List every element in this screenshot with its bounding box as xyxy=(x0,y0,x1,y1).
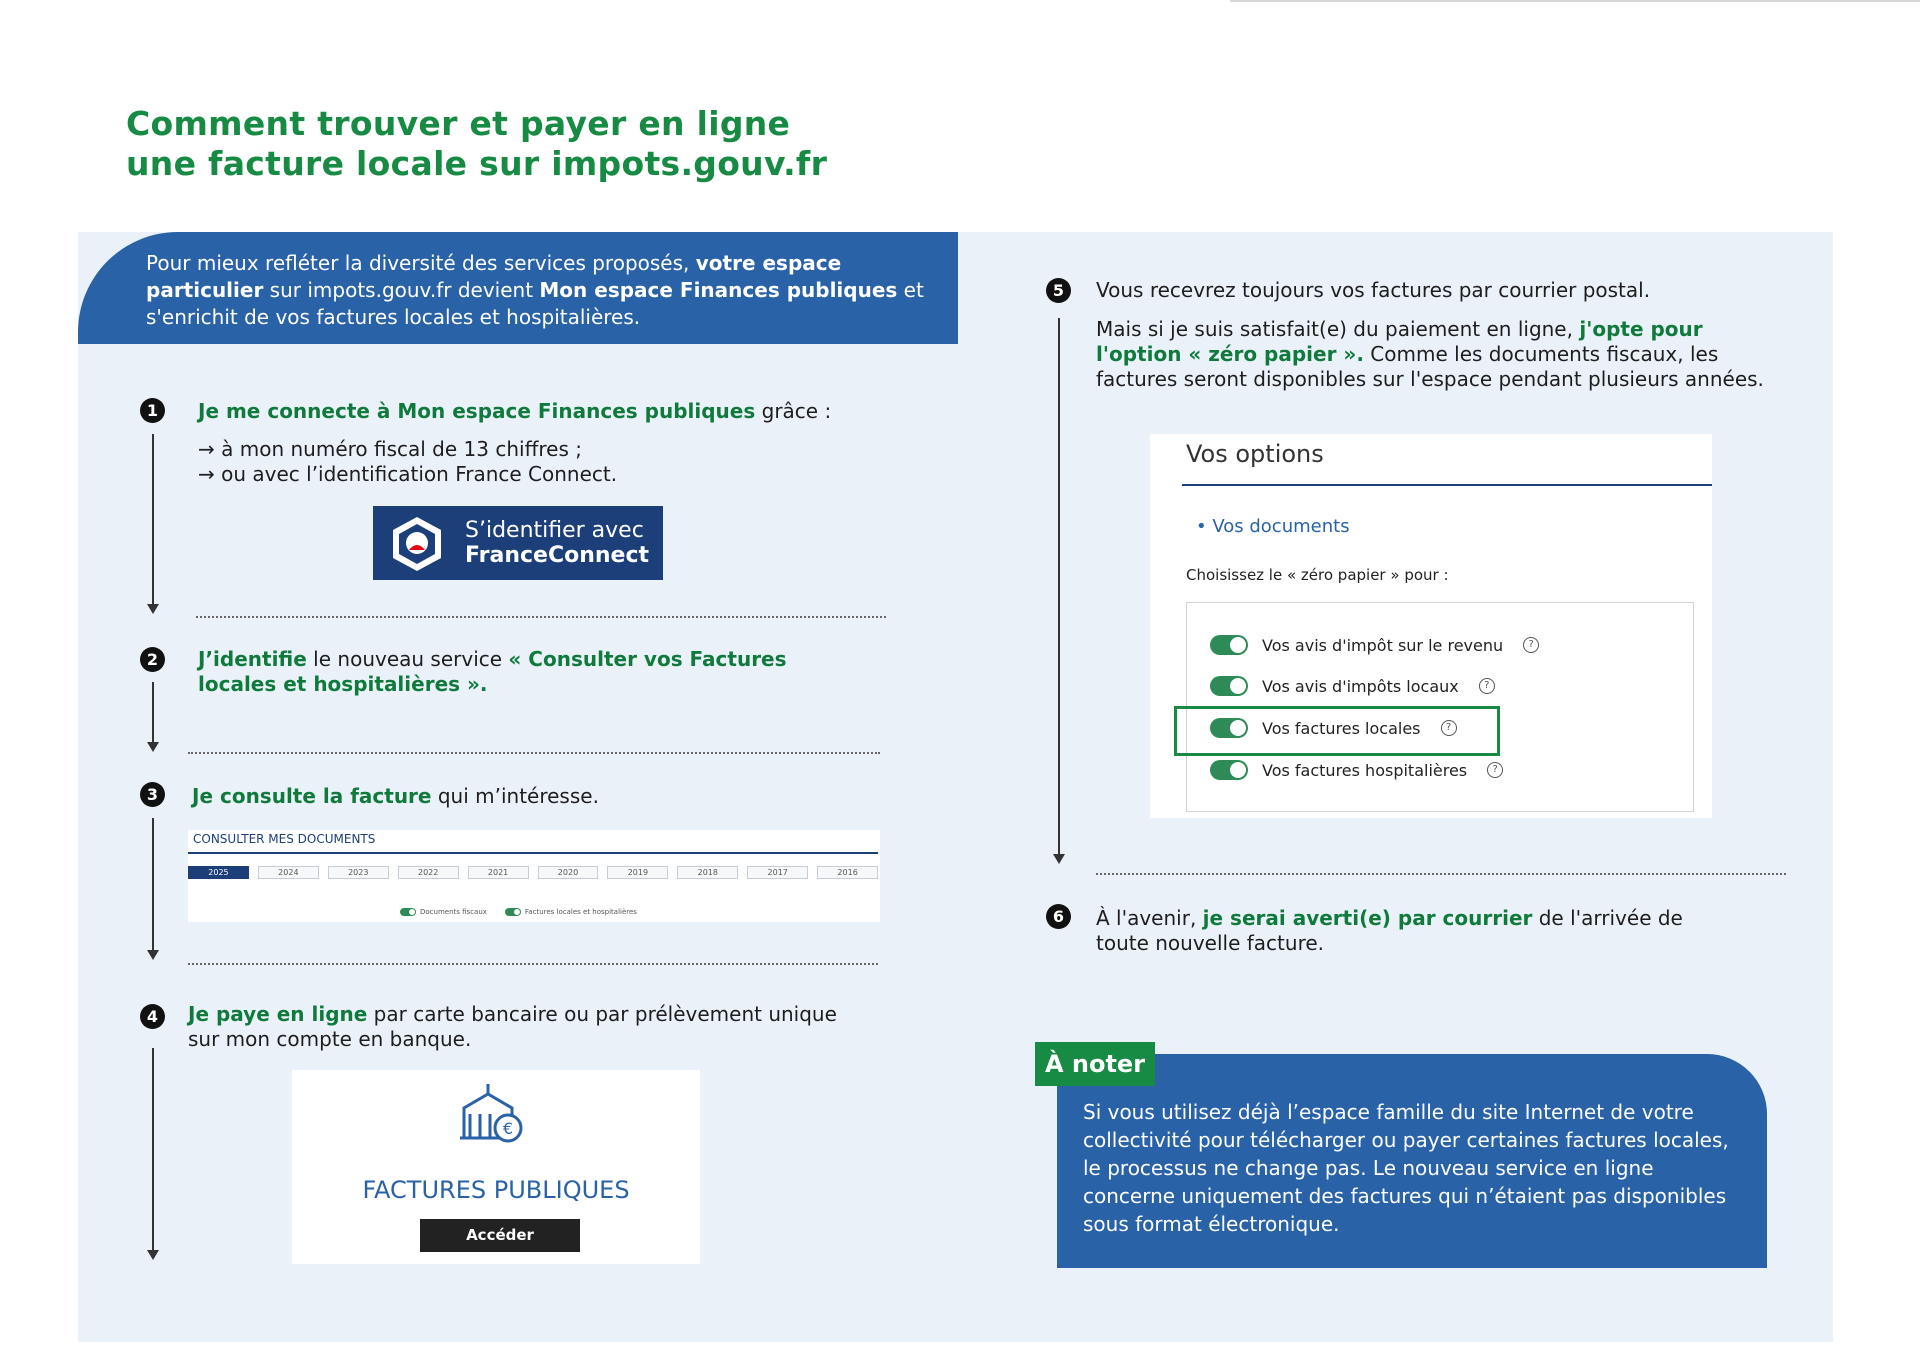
option-factures-hospitalieres-label: Vos factures hospitalières xyxy=(1262,760,1468,780)
step-1-heading: Je me connecte à Mon espace Finances publiques grâce : xyxy=(198,399,832,423)
divider-1 xyxy=(196,616,886,618)
acceder-button[interactable]: Accéder xyxy=(420,1219,580,1252)
toggle-factures-hospitalieres[interactable] xyxy=(1210,760,1248,780)
note-box xyxy=(1057,1054,1767,1268)
franceconnect-button[interactable] xyxy=(373,506,663,580)
toggle-factures-locales-label: Factures locales et hospitalières xyxy=(524,908,637,916)
note-text: Si vous utilisez déjà l’espace famille du site Internet de votre collectivité pour télécharger ou payer certaines factures locales, le processus ne change pas. Le nouveau service en ligne concerne uniquement des factures qui n’étaient pas disponibles sous format électronique. xyxy=(1083,1100,1729,1236)
step-5-badge: 5 xyxy=(1046,278,1071,303)
note-tag: À noter xyxy=(1035,1042,1155,1086)
help-icon[interactable]: ? xyxy=(1523,637,1539,653)
zero-papier-prompt: Choisissez le « zéro papier » pour : xyxy=(1186,566,1449,584)
option-factures-locales xyxy=(1210,718,1457,738)
vos-documents-link[interactable]: • Vos documents xyxy=(1196,516,1350,537)
year-tab-2021[interactable]: 2021 xyxy=(468,866,529,879)
divider-3 xyxy=(188,963,878,965)
consult-header: CONSULTER MES DOCUMENTS xyxy=(193,832,376,846)
franceconnect-label-1: S’identifier avec xyxy=(465,518,644,543)
year-tab-2022[interactable]: 2022 xyxy=(398,866,459,879)
step-5-line xyxy=(1058,318,1060,854)
step-3-line xyxy=(152,818,154,950)
step-2-line xyxy=(152,682,154,744)
year-tab-2019[interactable]: 2019 xyxy=(607,866,668,879)
year-tab-2025[interactable]: 2025 xyxy=(188,866,249,879)
help-icon[interactable]: ? xyxy=(1479,678,1495,694)
step-4-line xyxy=(152,1048,154,1250)
year-tab-2017[interactable]: 2017 xyxy=(747,866,808,879)
step-1-line xyxy=(152,434,154,604)
toggle-factures-locales[interactable] xyxy=(505,908,521,916)
toggle-documents-fiscaux-label: Documents fiscaux xyxy=(420,908,487,916)
divider-2 xyxy=(188,752,880,754)
step-4-badge: 4 xyxy=(140,1004,165,1029)
toggle-documents-fiscaux[interactable] xyxy=(400,908,416,916)
town-hall-euro-icon xyxy=(458,1080,528,1146)
step-5-arrow xyxy=(1053,854,1065,864)
intro-text: Pour mieux refléter la diversité des services proposés, votre espace particulier sur impots.gouv.fr devient Mon espace Finances publiques et s'enrichit de vos factures locales et hospitalières. xyxy=(146,251,924,329)
consult-toggles xyxy=(400,908,637,916)
option-impots-locaux xyxy=(1210,676,1495,696)
intro-banner xyxy=(78,232,958,344)
help-icon[interactable]: ? xyxy=(1441,720,1457,736)
step-3-arrow xyxy=(147,950,159,960)
step-4-arrow xyxy=(147,1250,159,1260)
step-4-text: Je paye en ligne par carte bancaire ou par prélèvement unique sur mon compte en banque. xyxy=(188,1002,837,1051)
consult-header-rule xyxy=(188,852,878,854)
franceconnect-logo-icon xyxy=(387,514,447,574)
divider-5 xyxy=(1096,873,1786,875)
option-impot-revenu xyxy=(1210,635,1539,655)
step-2-badge: 2 xyxy=(140,647,165,672)
step-6-text: À l'avenir, je serai averti(e) par courrier de l'arrivée de toute nouvelle facture. xyxy=(1096,906,1683,955)
option-impots-locaux-label: Vos avis d'impôts locaux xyxy=(1262,676,1459,696)
step-1-arrow xyxy=(147,604,159,614)
year-tab-2016[interactable]: 2016 xyxy=(817,866,878,879)
option-impot-revenu-label: Vos avis d'impôt sur le revenu xyxy=(1262,635,1504,655)
step-2-text: J’identifie le nouveau service « Consulter vos Factures locales et hospitalières ». xyxy=(198,647,787,696)
help-icon[interactable]: ? xyxy=(1487,762,1503,778)
option-factures-hospitalieres xyxy=(1210,760,1503,780)
toggle-factures-locales-option[interactable] xyxy=(1210,718,1248,738)
step-1-badge: 1 xyxy=(140,398,165,423)
step-1-bullet-2: → ou avec l’identification France Connect. xyxy=(198,462,618,486)
step-5-p1: Vous recevrez toujours vos factures par courrier postal. xyxy=(1096,278,1651,302)
step-6-badge: 6 xyxy=(1046,904,1071,929)
svg-text:€: € xyxy=(502,1119,514,1138)
step-1-bullet-1: → à mon numéro fiscal de 13 chiffres ; xyxy=(198,437,582,461)
page-title xyxy=(126,104,827,184)
step-5-p2: Mais si je suis satisfait(e) du paiement en ligne, j'opte pour l'option « zéro papier ». Comme les documents fiscaux, les factures seront disponibles sur l'espace pendant plusieurs années. xyxy=(1096,317,1764,391)
vos-options-title: Vos options xyxy=(1186,440,1324,468)
franceconnect-label-2: FranceConnect xyxy=(465,543,650,568)
vos-options-rule xyxy=(1182,484,1712,486)
year-tabs xyxy=(188,866,878,878)
option-factures-locales-label: Vos factures locales xyxy=(1262,718,1421,738)
factures-publiques-label: FACTURES PUBLIQUES xyxy=(362,1176,630,1204)
step-3-badge: 3 xyxy=(140,782,165,807)
title-line-2: une facture locale sur impots.gouv.fr xyxy=(126,144,828,183)
toggle-impot-revenu[interactable] xyxy=(1210,635,1248,655)
year-tab-2024[interactable]: 2024 xyxy=(258,866,319,879)
toggle-impots-locaux[interactable] xyxy=(1210,676,1248,696)
title-line-1: Comment trouver et payer en ligne xyxy=(126,104,791,143)
year-tab-2020[interactable]: 2020 xyxy=(538,866,599,879)
step-3-text: Je consulte la facture qui m’intéresse. xyxy=(192,784,599,808)
year-tab-2023[interactable]: 2023 xyxy=(328,866,389,879)
top-rule xyxy=(1230,0,1920,2)
franceconnect-label xyxy=(465,518,649,568)
year-tab-2018[interactable]: 2018 xyxy=(677,866,738,879)
step-2-arrow xyxy=(147,742,159,752)
